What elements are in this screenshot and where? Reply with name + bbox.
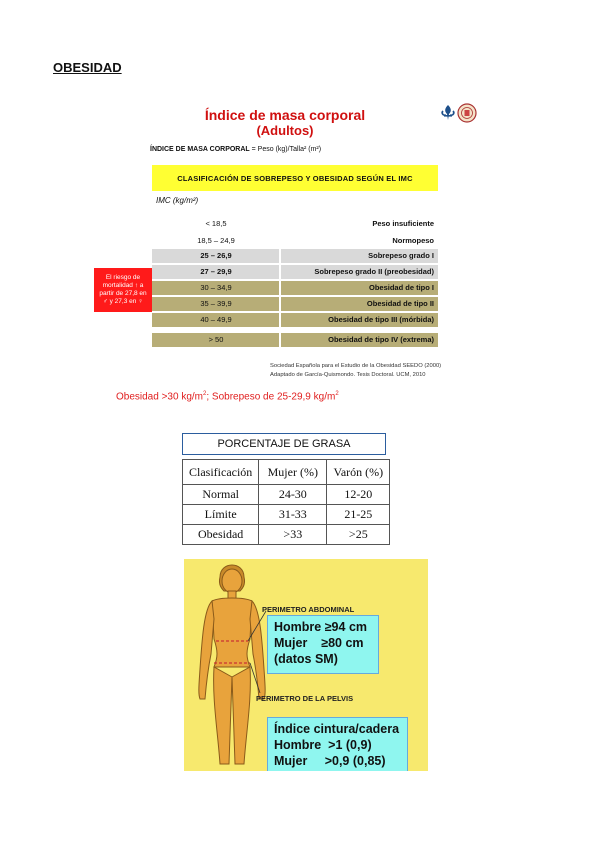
table-cell: Obesidad bbox=[183, 525, 259, 545]
imc-row bbox=[152, 280, 438, 296]
imc-range: < 18,5 bbox=[205, 219, 227, 228]
imc-title: Índice de masa corporal bbox=[204, 107, 366, 123]
box-line: (datos SM) bbox=[274, 652, 338, 666]
obesity-threshold-note bbox=[116, 391, 339, 402]
institution-logos bbox=[440, 102, 480, 124]
waist-hip-index-box bbox=[267, 717, 408, 771]
table-header-row bbox=[183, 460, 390, 485]
source-citation: Sociedad Española para el Estudio de la Obesidad SEEDO (2000) bbox=[270, 363, 442, 369]
imc-classification: Obesidad de tipo II bbox=[366, 299, 434, 308]
body-measurement-figure bbox=[184, 559, 428, 771]
header-cell: Mujer (%) bbox=[259, 460, 327, 485]
table-cell: 12-20 bbox=[327, 485, 390, 505]
pelvis-perimeter-label: PERIMETRO DE LA PELVIS bbox=[256, 694, 354, 703]
imc-row bbox=[152, 248, 438, 264]
obesity-note-part1: Obesidad >30 kg/m bbox=[116, 391, 203, 403]
imc-row bbox=[152, 233, 438, 249]
formula-label: ÍNDICE DE MASA CORPORAL bbox=[150, 146, 250, 153]
table-cell: 24-30 bbox=[259, 485, 327, 505]
imc-range: 25 – 26,9 bbox=[200, 251, 232, 260]
table-cell: 31-33 bbox=[259, 505, 327, 525]
source-adaptation: Adaptado de García-Quismondo. Tesis Doctoral. UCM, 2010 bbox=[270, 372, 426, 378]
imc-row bbox=[152, 332, 438, 348]
university-seal-icon bbox=[458, 104, 476, 122]
table-row bbox=[183, 485, 390, 505]
imc-classification: Obesidad de tipo IV (extrema) bbox=[328, 335, 434, 344]
mortality-risk-note: El riesgo de mortalidad ↑ a partir de 27,8 en ♂ y 27,3 en ♀ bbox=[94, 268, 152, 312]
header-cell: Varón (%) bbox=[327, 460, 390, 485]
fleur-de-lis-icon bbox=[442, 105, 454, 120]
table-cell: 21-25 bbox=[327, 505, 390, 525]
imc-unit-label: IMC (kg/m²) bbox=[156, 196, 199, 205]
obesity-note-part2: ; Sobrepeso de 25-29,9 kg/m bbox=[206, 391, 336, 403]
abdominal-perimeter-label: PERIMETRO ABDOMINAL bbox=[262, 605, 355, 614]
box-line: Mujer ≥80 cm bbox=[274, 636, 364, 650]
imc-range: 27 – 29,9 bbox=[200, 267, 232, 276]
imc-range: 18,5 – 24,9 bbox=[197, 236, 235, 245]
fat-percentage-table bbox=[182, 459, 390, 545]
table-cell: Límite bbox=[183, 505, 259, 525]
classification-banner: CLASIFICACIÓN DE SOBREPESO Y OBESIDAD SEGÚN EL IMC bbox=[152, 165, 438, 191]
imc-classification: Sobrepeso grado II (preobesidad) bbox=[314, 267, 434, 276]
imc-classification: Normopeso bbox=[392, 236, 434, 245]
box-line: Índice cintura/cadera bbox=[274, 722, 400, 736]
abdominal-thresholds-box bbox=[267, 615, 379, 674]
box-line: Hombre ≥94 cm bbox=[274, 620, 368, 634]
page-title: OBESIDAD bbox=[53, 60, 122, 75]
imc-range: 30 – 34,9 bbox=[200, 283, 232, 292]
header-cell: Clasificación bbox=[183, 460, 259, 485]
imc-classification: Obesidad de tipo I bbox=[368, 283, 434, 292]
imc-subtitle: (Adultos) bbox=[256, 123, 314, 138]
table-cell: >33 bbox=[259, 525, 327, 545]
imc-range: 35 – 39,9 bbox=[200, 299, 232, 308]
table-row bbox=[183, 505, 390, 525]
formula-equation: = Peso (kg)/Talla² (m²) bbox=[249, 146, 322, 153]
imc-range: > 50 bbox=[208, 335, 224, 344]
imc-row bbox=[152, 264, 438, 280]
box-line: Mujer >0,9 (0,85) bbox=[274, 754, 386, 768]
imc-classification: Obesidad de tipo III (mórbida) bbox=[328, 315, 434, 324]
box-line: Hombre >1 (0,9) bbox=[274, 738, 372, 752]
obesity-note-sup2: 2 bbox=[335, 391, 339, 397]
obesity-note-sup1: 2 bbox=[203, 391, 207, 397]
imc-row bbox=[152, 296, 438, 312]
table-cell: >25 bbox=[327, 525, 390, 545]
imc-classification: Sobrepeso grado I bbox=[368, 251, 434, 260]
imc-range: 40 – 49,9 bbox=[200, 315, 232, 324]
imc-row bbox=[152, 312, 438, 328]
table-cell: Normal bbox=[183, 485, 259, 505]
imc-formula bbox=[150, 146, 321, 153]
fat-table-title: PORCENTAJE DE GRASA bbox=[182, 433, 386, 455]
table-row bbox=[183, 525, 390, 545]
imc-classification: Peso insuficiente bbox=[372, 219, 434, 228]
imc-row bbox=[152, 216, 438, 232]
